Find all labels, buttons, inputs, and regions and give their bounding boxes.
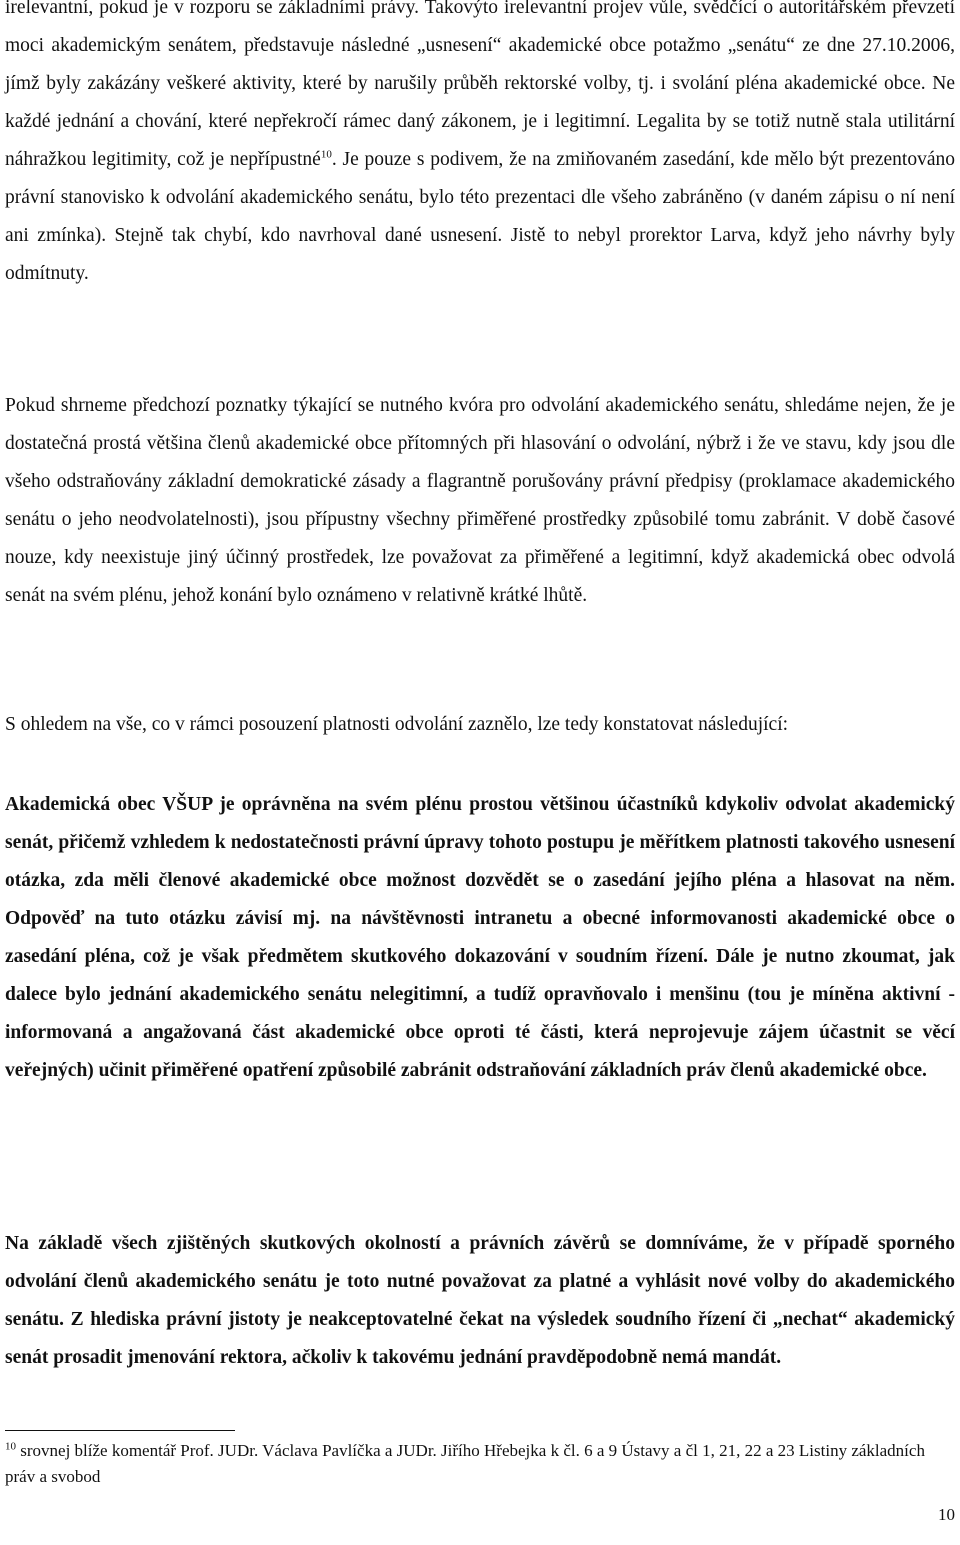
page-number: 10 bbox=[938, 1505, 955, 1524]
document-page bbox=[5, 0, 955, 1545]
paragraph-legitimacy bbox=[5, 0, 955, 293]
footnote-marker: 10 bbox=[5, 1440, 16, 1453]
paragraph-quorum-summary: Pokud shrneme předchozí poznatky týkající se nutného kvóra pro odvolání akademického senátu, shledáme nejen, že je dostatečná prostá většina členů akademické obce přítomných při hlasování o odvolání, nýbrž i že ve stavu, kdy jsou dle všeho odstraňovány základní demokratické zásady a flagrantně porušovány právní předpisy (proklamace akademického senátu o jeho neodvolatelnosti), jsou přípustny všechny přiměřené prostředky způsobilé tomu zabránit. V době časové nouze, kdy neexistuje jiný účinný prostředek, lze považovat za přiměřené a legitimní, když akademická obec odvolá senát na svém plénu, jehož konání bylo oznámeno v relativně krátké lhůtě. bbox=[5, 395, 955, 606]
paragraph-text: irelevantní, pokud je v rozporu se základními právy. Takovýto irelevantní projev vůle, svědčící o autoritářském převzetí moci akademickým senátem, představuje následné „usnesení“ akademické obce potažmo „senátu“ ze dne 27.10.2006, jímž byly zakázány veškeré aktivity, které by narušily průběh rektorské volby, tj. i svolání pléna akademické obce. Ne každé jednání a chování, které nepřekročí rámec daný zákonem, je i legitimní. Legalita by se totiž nutně stala utilitární náhražkou legitimity, což je nepřípustné bbox=[5, 0, 955, 170]
paragraph-conclusion-intro: S ohledem na vše, co v rámci posouzení platnosti odvolání zaznělo, lze tedy konstatovat následující: bbox=[5, 714, 789, 735]
paragraph-final-bold: Na základě všech zjištěných skutkových okolností a právních závěrů se domníváme, že v případě sporného odvolání členů akademického senátu je toto nutné považovat za platné a vyhlásit nové volby do akademického senátu. Z hlediska právní jistoty je neakceptovatelné čekat na výsledek soudního řízení či „nechat“ akademický senát prosadit jmenování rektora, ačkoliv k takovému jednání pravděpodobně nemá mandát. bbox=[5, 1233, 955, 1368]
footnote-divider bbox=[5, 1430, 235, 1431]
paragraph-conclusion-bold: Akademická obec VŠUP je oprávněna na svém plénu prostou většinou účastníků kdykoliv odvolat akademický senát, přičemž vzhledem k nedostatečnosti právní úpravy tohoto postupu je měřítkem platnosti takového usnesení otázka, zda měli členové akademické obce možnost dozvědět se o zasedání jejího pléna a hlasovat na něm. Odpověď na tuto otázku závisí mj. na návštěvnosti intranetu a obecné informovanosti akademické obce o zasedání pléna, což je však předmětem skutkového dokazování v soudním řízení. Dále je nutno zkoumat, jak dalece bylo jednání akademického senátu nelegitimní, a tudíž opravňovalo i menšinu (tou je míněna aktivní - informovaná a angažovaná část akademické obce oproti té části, která neprojevuje zájem účastnit se věcí veřejných) učinit přiměřené opatření způsobilé zabránit odstraňování základních práv členů akademické obce. bbox=[5, 794, 955, 1081]
footnote-reference: 10 bbox=[320, 148, 332, 161]
paragraph-text-continued: . Je pouze s podivem, že na zmiňovaném zasedání, kde mělo být prezentováno právní stanovisko k odvolání akademického senátu, bylo této prezentaci dle všeho zabráněno (v daném zápisu o ní není ani zmínka). Stejně tak chybí, kdo navrhoval dané usnesení. Jistě to nebyl prorektor Larva, když jeho návrhy byly odmítnuty. bbox=[5, 149, 955, 284]
footnote-text: srovnej blíže komentář Prof. JUDr. Václava Pavlíčka a JUDr. Jiřího Hřebejka k čl. 6 a 9 Ústavy a čl 1, 21, 22 a 23 Listiny základních práv a svobod bbox=[5, 1441, 925, 1486]
footnote bbox=[5, 1438, 955, 1490]
